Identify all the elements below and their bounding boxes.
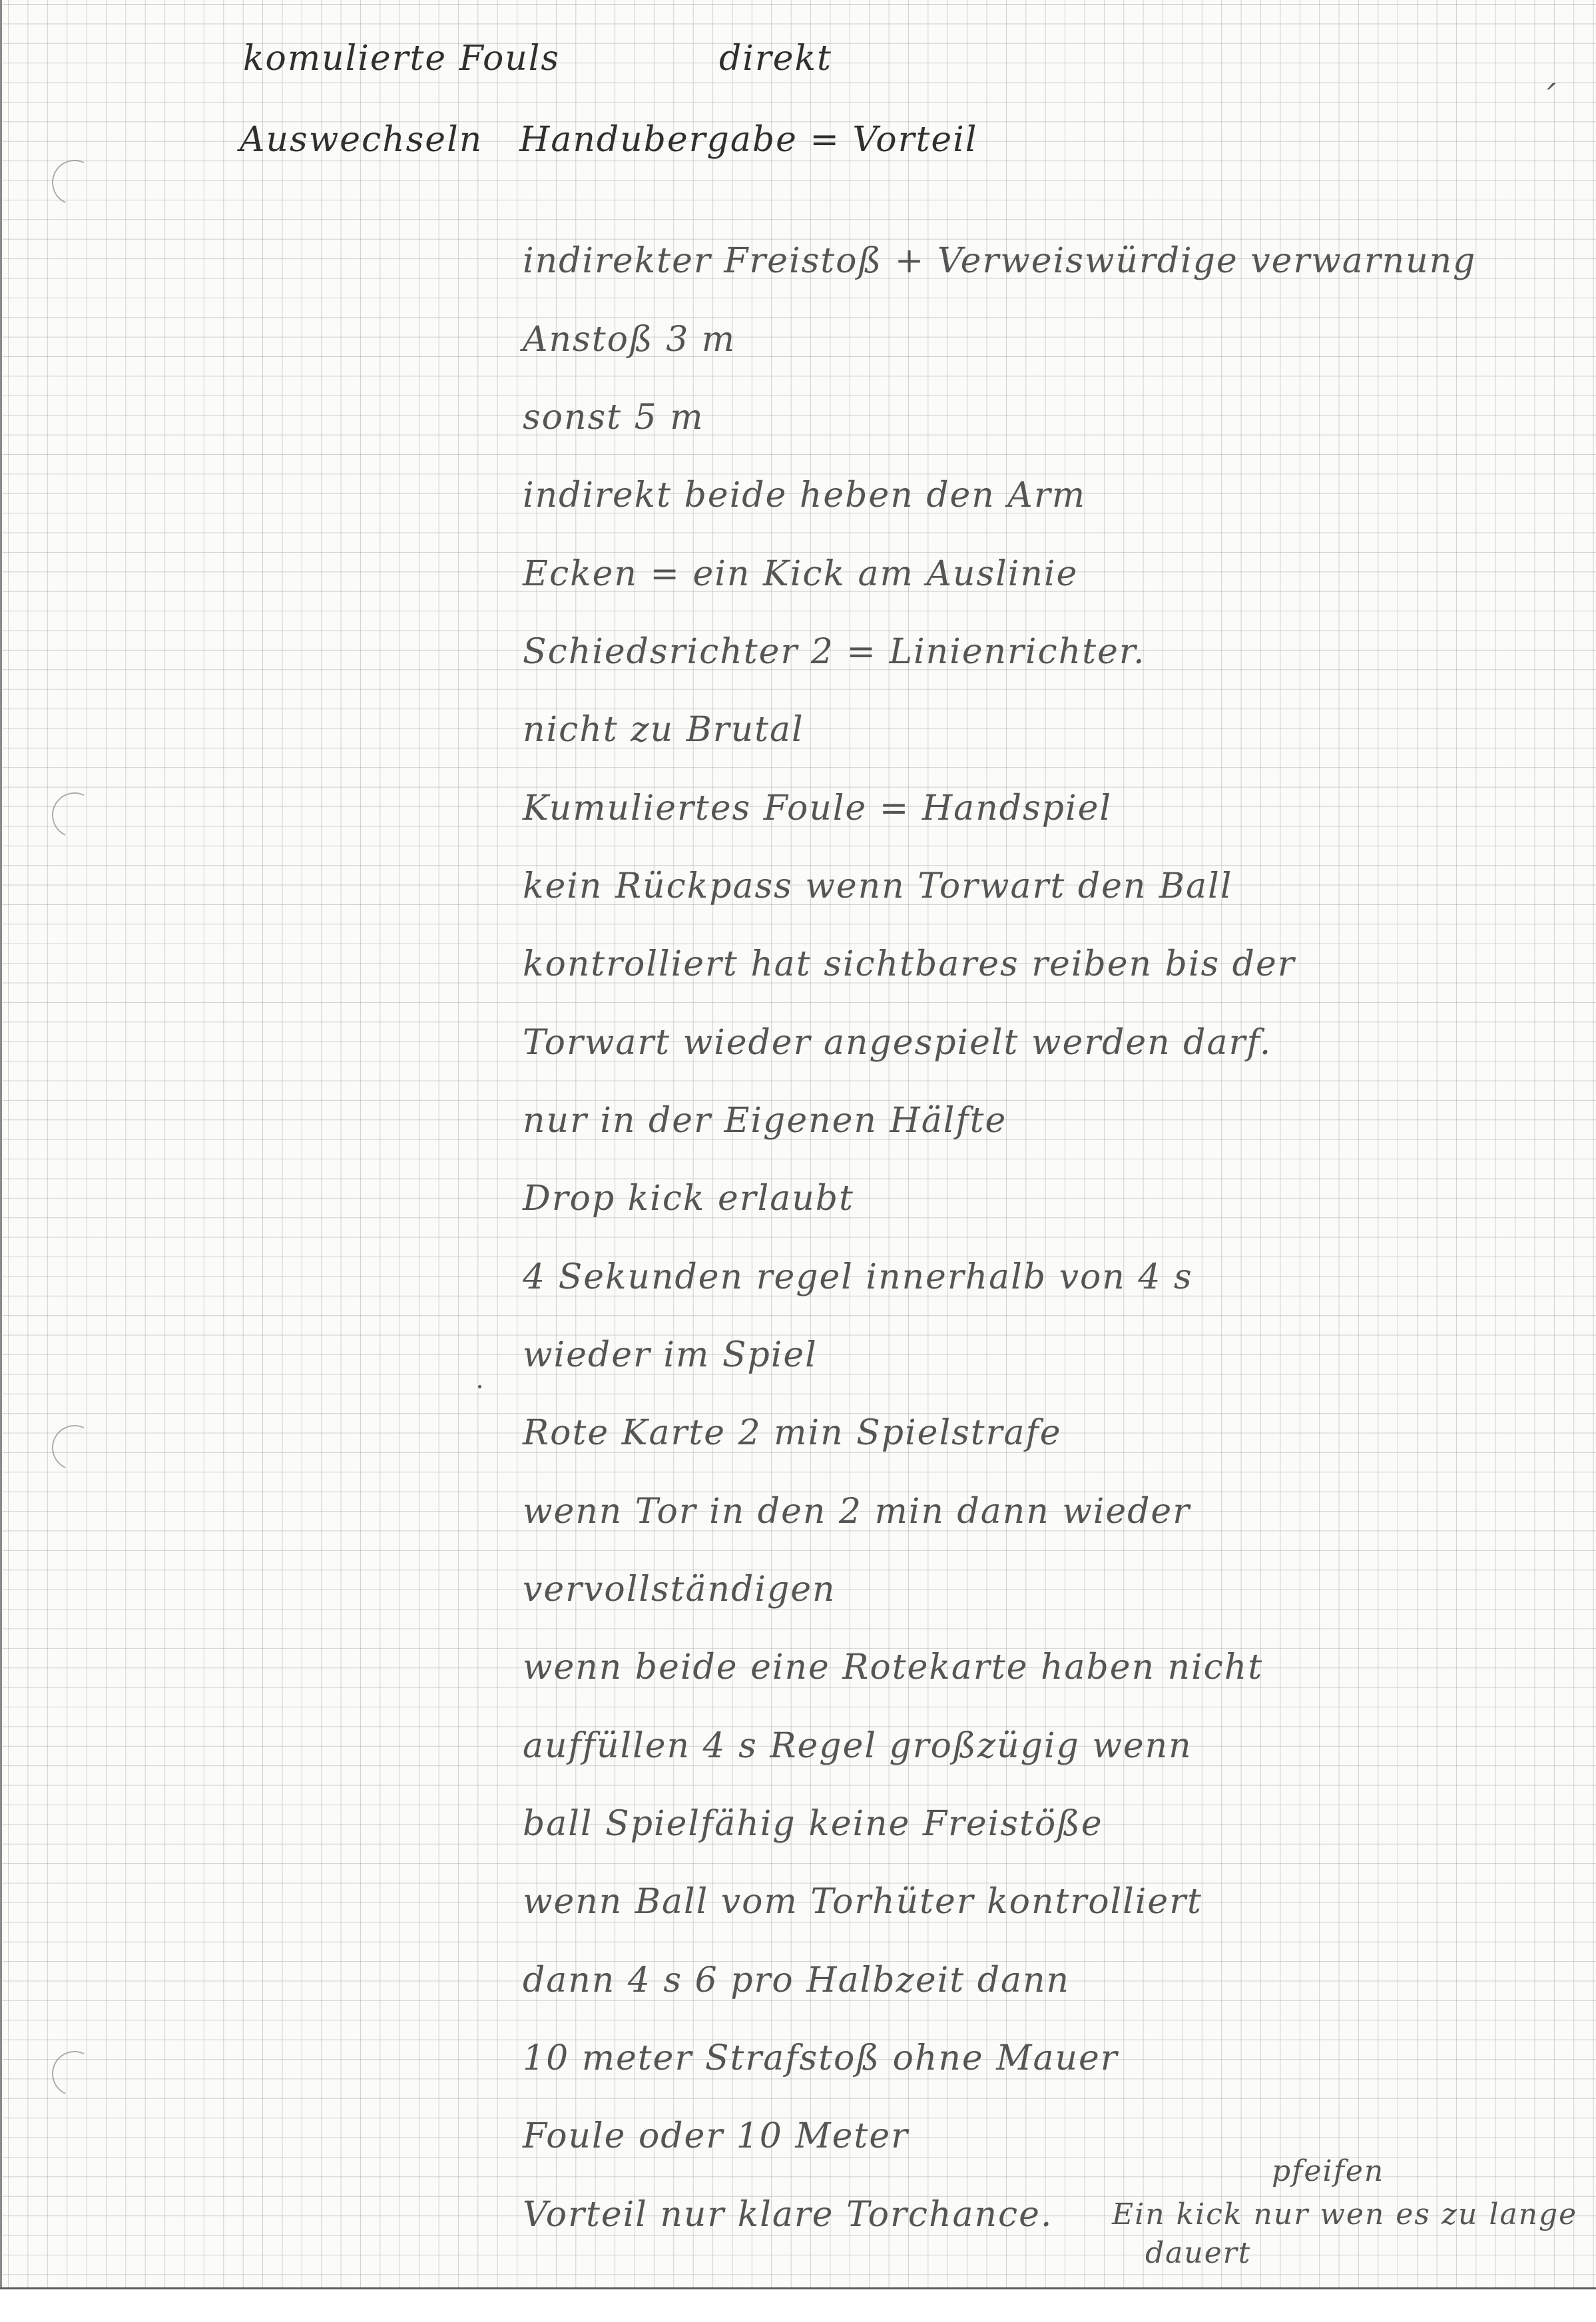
note-line-23: dann 4 s 6 pro Halbzeit dann bbox=[523, 1960, 1070, 2000]
note-line-24: 10 meter Strafstoß ohne Mauer bbox=[523, 2038, 1119, 2078]
header-term-4: Handubergabe = Vorteil bbox=[519, 120, 978, 160]
note-line-12: nur in der Eigenen Hälfte bbox=[523, 1101, 1007, 1141]
ink-speck bbox=[478, 1385, 481, 1388]
note-line-2: Anstoß 3 m bbox=[523, 320, 736, 360]
note-line-18: vervollständigen bbox=[523, 1570, 836, 1609]
note-line-21: ball Spielfähig keine Freistöße bbox=[523, 1804, 1103, 1844]
note-line-5: Ecken = ein Kick am Auslinie bbox=[523, 554, 1079, 594]
note-line-3: sonst 5 m bbox=[523, 398, 704, 437]
punch-hole bbox=[45, 2044, 103, 2102]
header-term-3: Auswechseln bbox=[240, 120, 483, 160]
note-line-11: Torwart wieder angespielt werden darf. bbox=[523, 1023, 1272, 1063]
note-line-20: auffüllen 4 s Regel großzügig wenn bbox=[523, 1726, 1193, 1766]
punch-hole bbox=[45, 786, 103, 844]
note-line-9: kein Rückpass wenn Torwart den Ball bbox=[523, 866, 1233, 906]
note-line-8: Kumuliertes Foule = Handspiel bbox=[523, 788, 1112, 828]
note-line-26: Vorteil nur klare Torchance. bbox=[523, 2195, 1053, 2235]
note-insert-above: pfeifen bbox=[1272, 2154, 1385, 2188]
note-last-line-extra: Ein kick nur wen es zu lange bbox=[1112, 2197, 1578, 2231]
note-line-1: indirekter Freistoß + Verweiswürdige verwarnung bbox=[523, 241, 1477, 281]
punch-hole bbox=[45, 1418, 103, 1476]
note-line-6: Schiedsrichter 2 = Linienrichter. bbox=[523, 632, 1146, 672]
page-bottom-edge bbox=[0, 2287, 1596, 2322]
note-insert-below: dauert bbox=[1145, 2236, 1252, 2270]
header-term-1: komulierte Fouls bbox=[243, 39, 561, 79]
note-line-19: wenn beide eine Rotekarte haben nicht bbox=[523, 1647, 1264, 1687]
page-edge bbox=[0, 0, 2, 2320]
note-line-15: wieder im Spiel bbox=[523, 1335, 818, 1375]
note-line-7: nicht zu Brutal bbox=[523, 710, 804, 750]
note-line-16: Rote Karte 2 min Spielstrafe bbox=[523, 1413, 1062, 1453]
note-line-14: 4 Sekunden regel innerhalb von 4 s bbox=[523, 1257, 1193, 1297]
header-term-2: direkt bbox=[719, 39, 832, 79]
punch-hole bbox=[45, 153, 103, 211]
note-line-4: indirekt beide heben den Arm bbox=[523, 475, 1087, 515]
note-line-25: Foule oder 10 Meter bbox=[523, 2116, 909, 2156]
note-line-10: kontrolliert hat sichtbares reiben bis der bbox=[523, 944, 1296, 984]
note-line-13: Drop kick erlaubt bbox=[523, 1179, 854, 1219]
note-line-17: wenn Tor in den 2 min dann wieder bbox=[523, 1492, 1191, 1532]
stray-mark: ´ bbox=[1538, 80, 1557, 120]
note-line-22: wenn Ball vom Torhüter kontrolliert bbox=[523, 1882, 1202, 1922]
